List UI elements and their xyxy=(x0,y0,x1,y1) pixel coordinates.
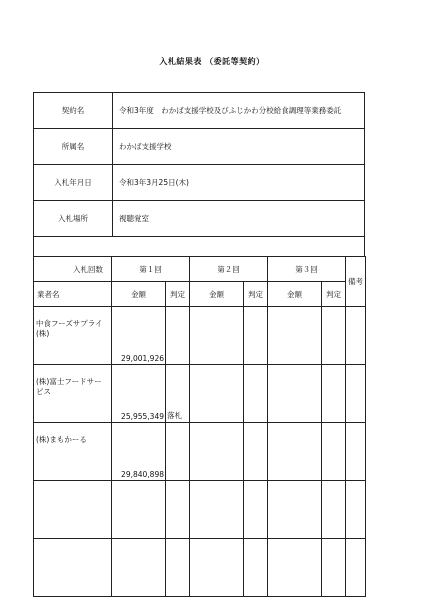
vendor-name: 中食フーズサプライ(株) xyxy=(34,307,112,365)
round-1-result xyxy=(166,481,190,539)
round-3-amount xyxy=(268,539,322,597)
round-2-result xyxy=(244,423,268,481)
round-1-amount: 29,001,926 xyxy=(112,307,166,365)
round-1-header: 第１回 xyxy=(112,257,190,282)
round-1-result xyxy=(166,423,190,481)
round-3-amount-header: 金額 xyxy=(268,282,322,307)
round-3-amount xyxy=(268,307,322,365)
table-row xyxy=(34,539,366,597)
round-3-result-header: 判定 xyxy=(322,282,346,307)
remarks-cell xyxy=(346,307,366,365)
round-2-amount-header: 金額 xyxy=(190,282,244,307)
round-2-amount xyxy=(190,481,244,539)
round-3-result xyxy=(322,481,346,539)
office-value: わかば支援学校 xyxy=(113,129,365,165)
round-3-amount xyxy=(268,365,322,423)
table-row xyxy=(34,307,366,365)
round-3-amount xyxy=(268,481,322,539)
vendor-name xyxy=(34,481,112,539)
round-1-result-header: 判定 xyxy=(166,282,190,307)
spacer-row xyxy=(33,232,365,256)
table-row xyxy=(34,481,366,539)
remarks-cell xyxy=(346,481,366,539)
contract-label: 契約名 xyxy=(34,93,113,129)
place-label: 入札場所 xyxy=(34,201,113,237)
remarks-cell xyxy=(346,365,366,423)
contract-row xyxy=(34,93,365,129)
header-row-rounds xyxy=(34,257,366,282)
round-2-result xyxy=(244,365,268,423)
round-count-header: 入札回数 xyxy=(34,257,112,282)
round-2-result xyxy=(244,481,268,539)
round-1-result xyxy=(166,307,190,365)
remarks-cell xyxy=(346,423,366,481)
table-row xyxy=(34,365,366,423)
round-2-amount xyxy=(190,307,244,365)
contract-value: 令和3年度 わかば支援学校及びふじかわ分校給食調理等業務委託 xyxy=(113,93,365,129)
office-row xyxy=(34,129,365,165)
remarks-header: 備考 xyxy=(346,257,366,307)
round-1-amount: 29,840,898 xyxy=(112,423,166,481)
header-row-columns xyxy=(34,282,366,307)
vendor-name: (株)まもかーる xyxy=(34,423,112,481)
round-1-amount: 25,955,349 xyxy=(112,365,166,423)
round-1-result xyxy=(166,539,190,597)
vendor-header: 業者名 xyxy=(34,282,112,307)
contract-info-table xyxy=(33,92,365,237)
round-2-result xyxy=(244,539,268,597)
round-2-header: 第２回 xyxy=(190,257,268,282)
place-value: 視聴覚室 xyxy=(113,201,365,237)
bid-results-table xyxy=(33,256,366,597)
round-1-amount xyxy=(112,539,166,597)
round-3-result xyxy=(322,539,346,597)
round-2-result xyxy=(244,307,268,365)
page-title: 入札結果表 （委託等契約） xyxy=(159,57,265,66)
round-1-amount xyxy=(112,481,166,539)
vendor-name: (株)富士フードサービス xyxy=(34,365,112,423)
round-1-result: 落札 xyxy=(166,365,190,423)
round-2-amount xyxy=(190,423,244,481)
round-3-result xyxy=(322,307,346,365)
office-label: 所属名 xyxy=(34,129,113,165)
date-label: 入札年月日 xyxy=(34,165,113,201)
table-row xyxy=(34,423,366,481)
round-3-result xyxy=(322,423,346,481)
date-value: 令和3年3月25日(木) xyxy=(113,165,365,201)
round-2-amount xyxy=(190,539,244,597)
round-3-amount xyxy=(268,423,322,481)
remarks-cell xyxy=(346,539,366,597)
round-3-result xyxy=(322,365,346,423)
date-row xyxy=(34,165,365,201)
vendor-name xyxy=(34,539,112,597)
round-2-result-header: 判定 xyxy=(244,282,268,307)
round-3-header: 第３回 xyxy=(268,257,346,282)
round-2-amount xyxy=(190,365,244,423)
round-1-amount-header: 金額 xyxy=(112,282,166,307)
